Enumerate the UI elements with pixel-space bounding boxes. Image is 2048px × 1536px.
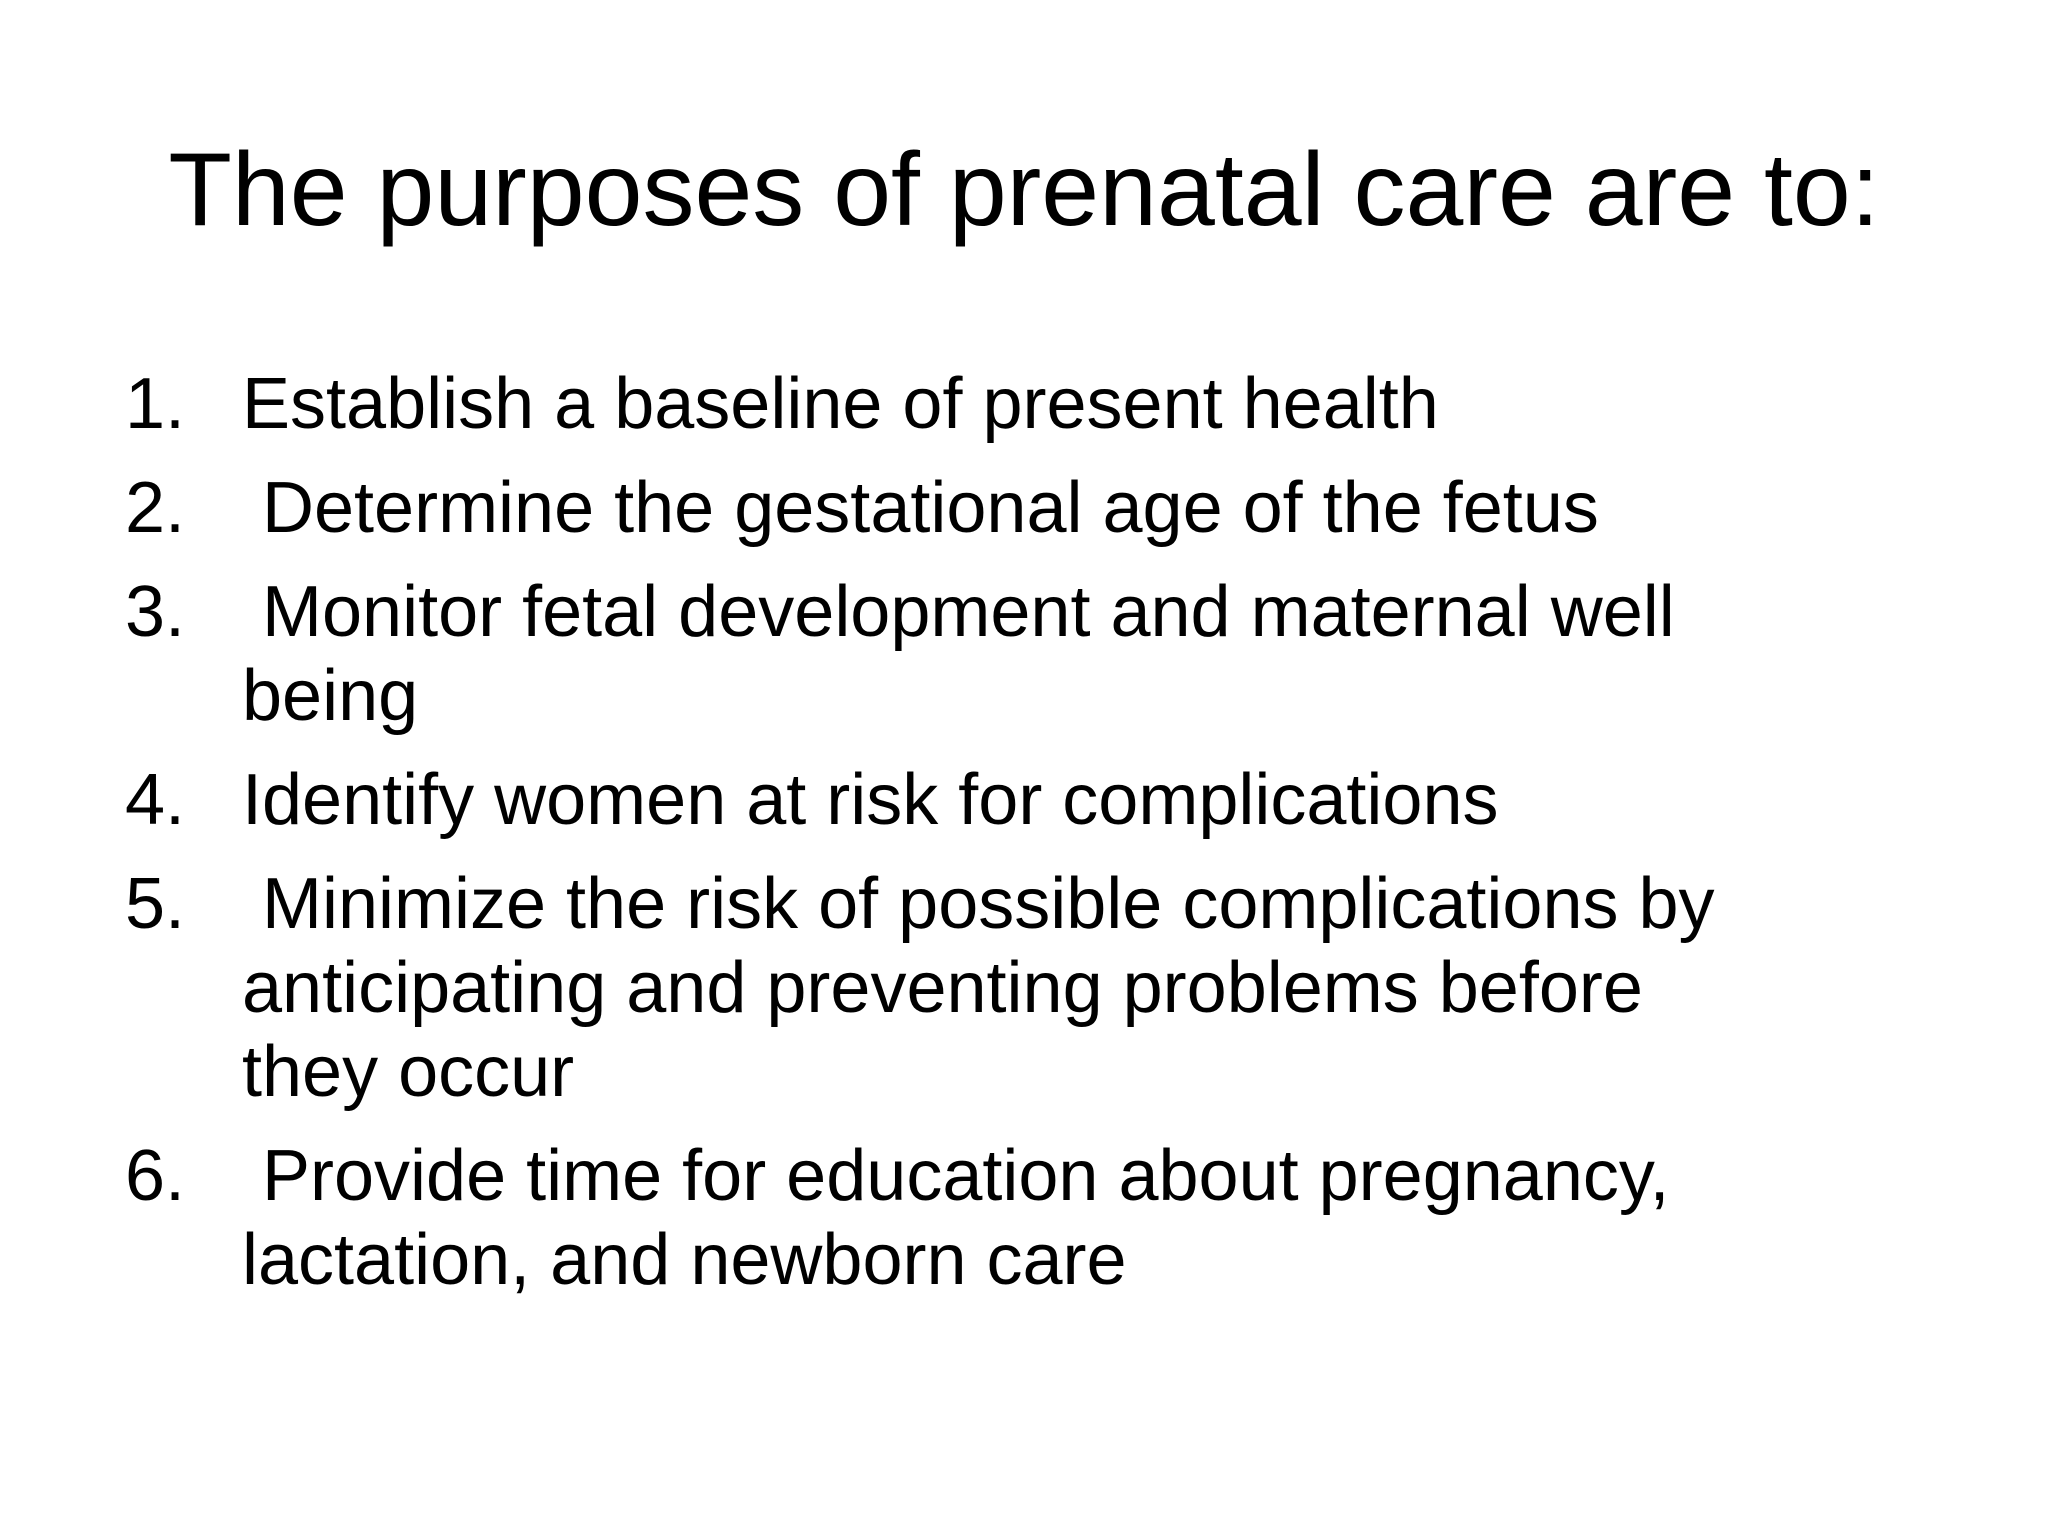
- slide-title: The purposes of prenatal care are to:: [168, 132, 1880, 248]
- list-item-text: being: [242, 656, 419, 736]
- list-item-number: 3.: [125, 572, 186, 652]
- list-item-text: Monitor fetal development and maternal well: [242, 572, 1675, 652]
- list-item-text: Establish a baseline of present health: [242, 364, 1439, 444]
- list-item-text: they occur: [242, 1032, 575, 1112]
- list-item-text: lactation, and newborn care: [242, 1220, 1127, 1300]
- purposes-list: [125, 362, 1925, 1322]
- list-item-text: Minimize the risk of possible complications by: [242, 864, 1715, 944]
- list-item: [125, 466, 1925, 550]
- list-item-number: 6.: [125, 1136, 186, 1216]
- list-item: [125, 362, 1925, 446]
- list-item-number: 1.: [125, 364, 186, 444]
- list-item: [125, 570, 1925, 738]
- list-item-number: 5.: [125, 864, 186, 944]
- list-item-text: anticipating and preventing problems before: [242, 948, 1643, 1028]
- list-item: [125, 1134, 1925, 1302]
- list-item-text: Determine the gestational age of the fetus: [242, 468, 1599, 548]
- list-item: [125, 758, 1925, 842]
- list-item: [125, 862, 1925, 1114]
- list-item-text: Identify women at risk for complications: [242, 760, 1499, 840]
- list-item-number: 2.: [125, 468, 186, 548]
- list-item-text: Provide time for education about pregnancy,: [242, 1136, 1670, 1216]
- list-item-number: 4.: [125, 760, 186, 840]
